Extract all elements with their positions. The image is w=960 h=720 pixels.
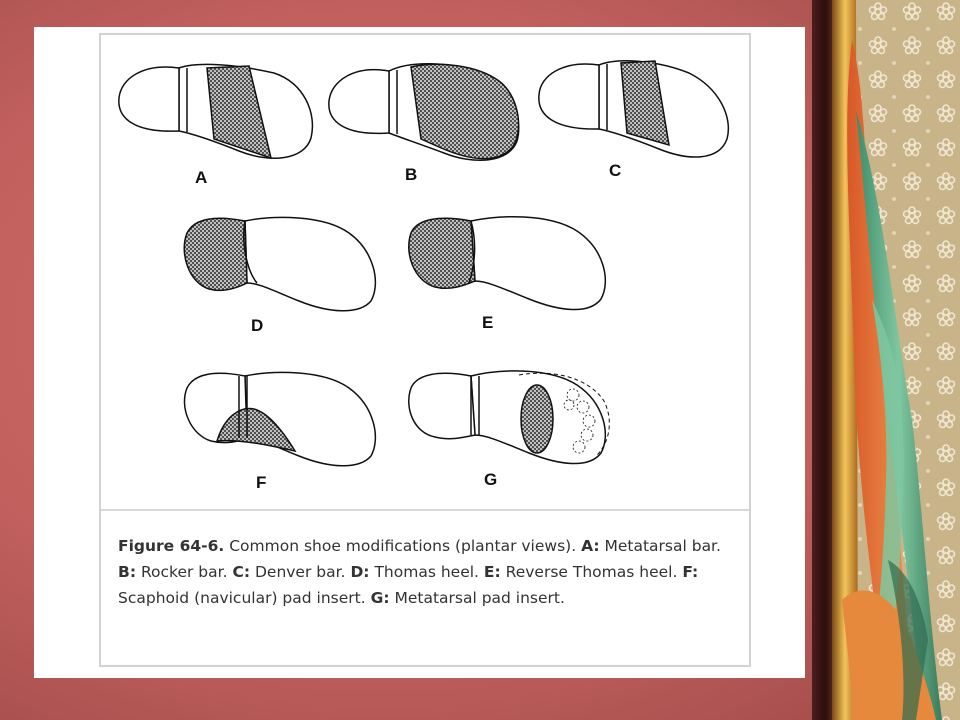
- caption-intro: Common shoe modifications (plantar views).: [229, 537, 577, 555]
- label-d: D: [251, 316, 264, 335]
- caption-text-c: Denver bar.: [254, 563, 346, 581]
- label-a: A: [195, 168, 208, 187]
- caption-text-g: Metatarsal pad insert.: [394, 589, 565, 607]
- label-b: B: [405, 165, 418, 184]
- shoe-e-reverse-thomas-heel: [409, 217, 606, 310]
- caption-key-e: E:: [483, 563, 501, 581]
- caption-key-b: B:: [118, 563, 137, 581]
- shoe-g-metatarsal-pad: [409, 371, 610, 464]
- caption-key-d: D:: [350, 563, 370, 581]
- shoe-f-scaphoid-pad: [184, 372, 375, 465]
- shoe-modifications-diagram: [99, 33, 751, 509]
- caption-text-b: Rocker bar.: [140, 563, 228, 581]
- decorative-border: [812, 0, 834, 720]
- caption-key-g: G:: [370, 589, 390, 607]
- caption-text-e: Reverse Thomas heel.: [505, 563, 678, 581]
- caption-figure-number: Figure 64-6.: [118, 537, 225, 555]
- figure-caption: [118, 533, 738, 611]
- caption-key-c: C:: [232, 563, 251, 581]
- label-f: F: [256, 473, 267, 492]
- decorative-floral-art: [832, 0, 960, 720]
- shoe-b-rocker-bar: [329, 64, 519, 161]
- caption-separator: [101, 509, 749, 511]
- caption-text-a: Metatarsal bar.: [604, 537, 721, 555]
- shoe-c-denver-bar: [539, 61, 729, 157]
- shoe-d-thomas-heel: [184, 217, 375, 310]
- caption-key-a: A:: [581, 537, 600, 555]
- caption-text-f: Scaphoid (navicular) pad insert.: [118, 589, 366, 607]
- caption-key-f: F:: [682, 563, 699, 581]
- label-g: G: [484, 470, 498, 489]
- shoe-a-metatarsal-bar: [119, 64, 313, 158]
- caption-text-d: Thomas heel.: [374, 563, 479, 581]
- decorative-panel: [832, 0, 960, 720]
- label-e: E: [482, 313, 494, 332]
- label-c: C: [609, 161, 622, 180]
